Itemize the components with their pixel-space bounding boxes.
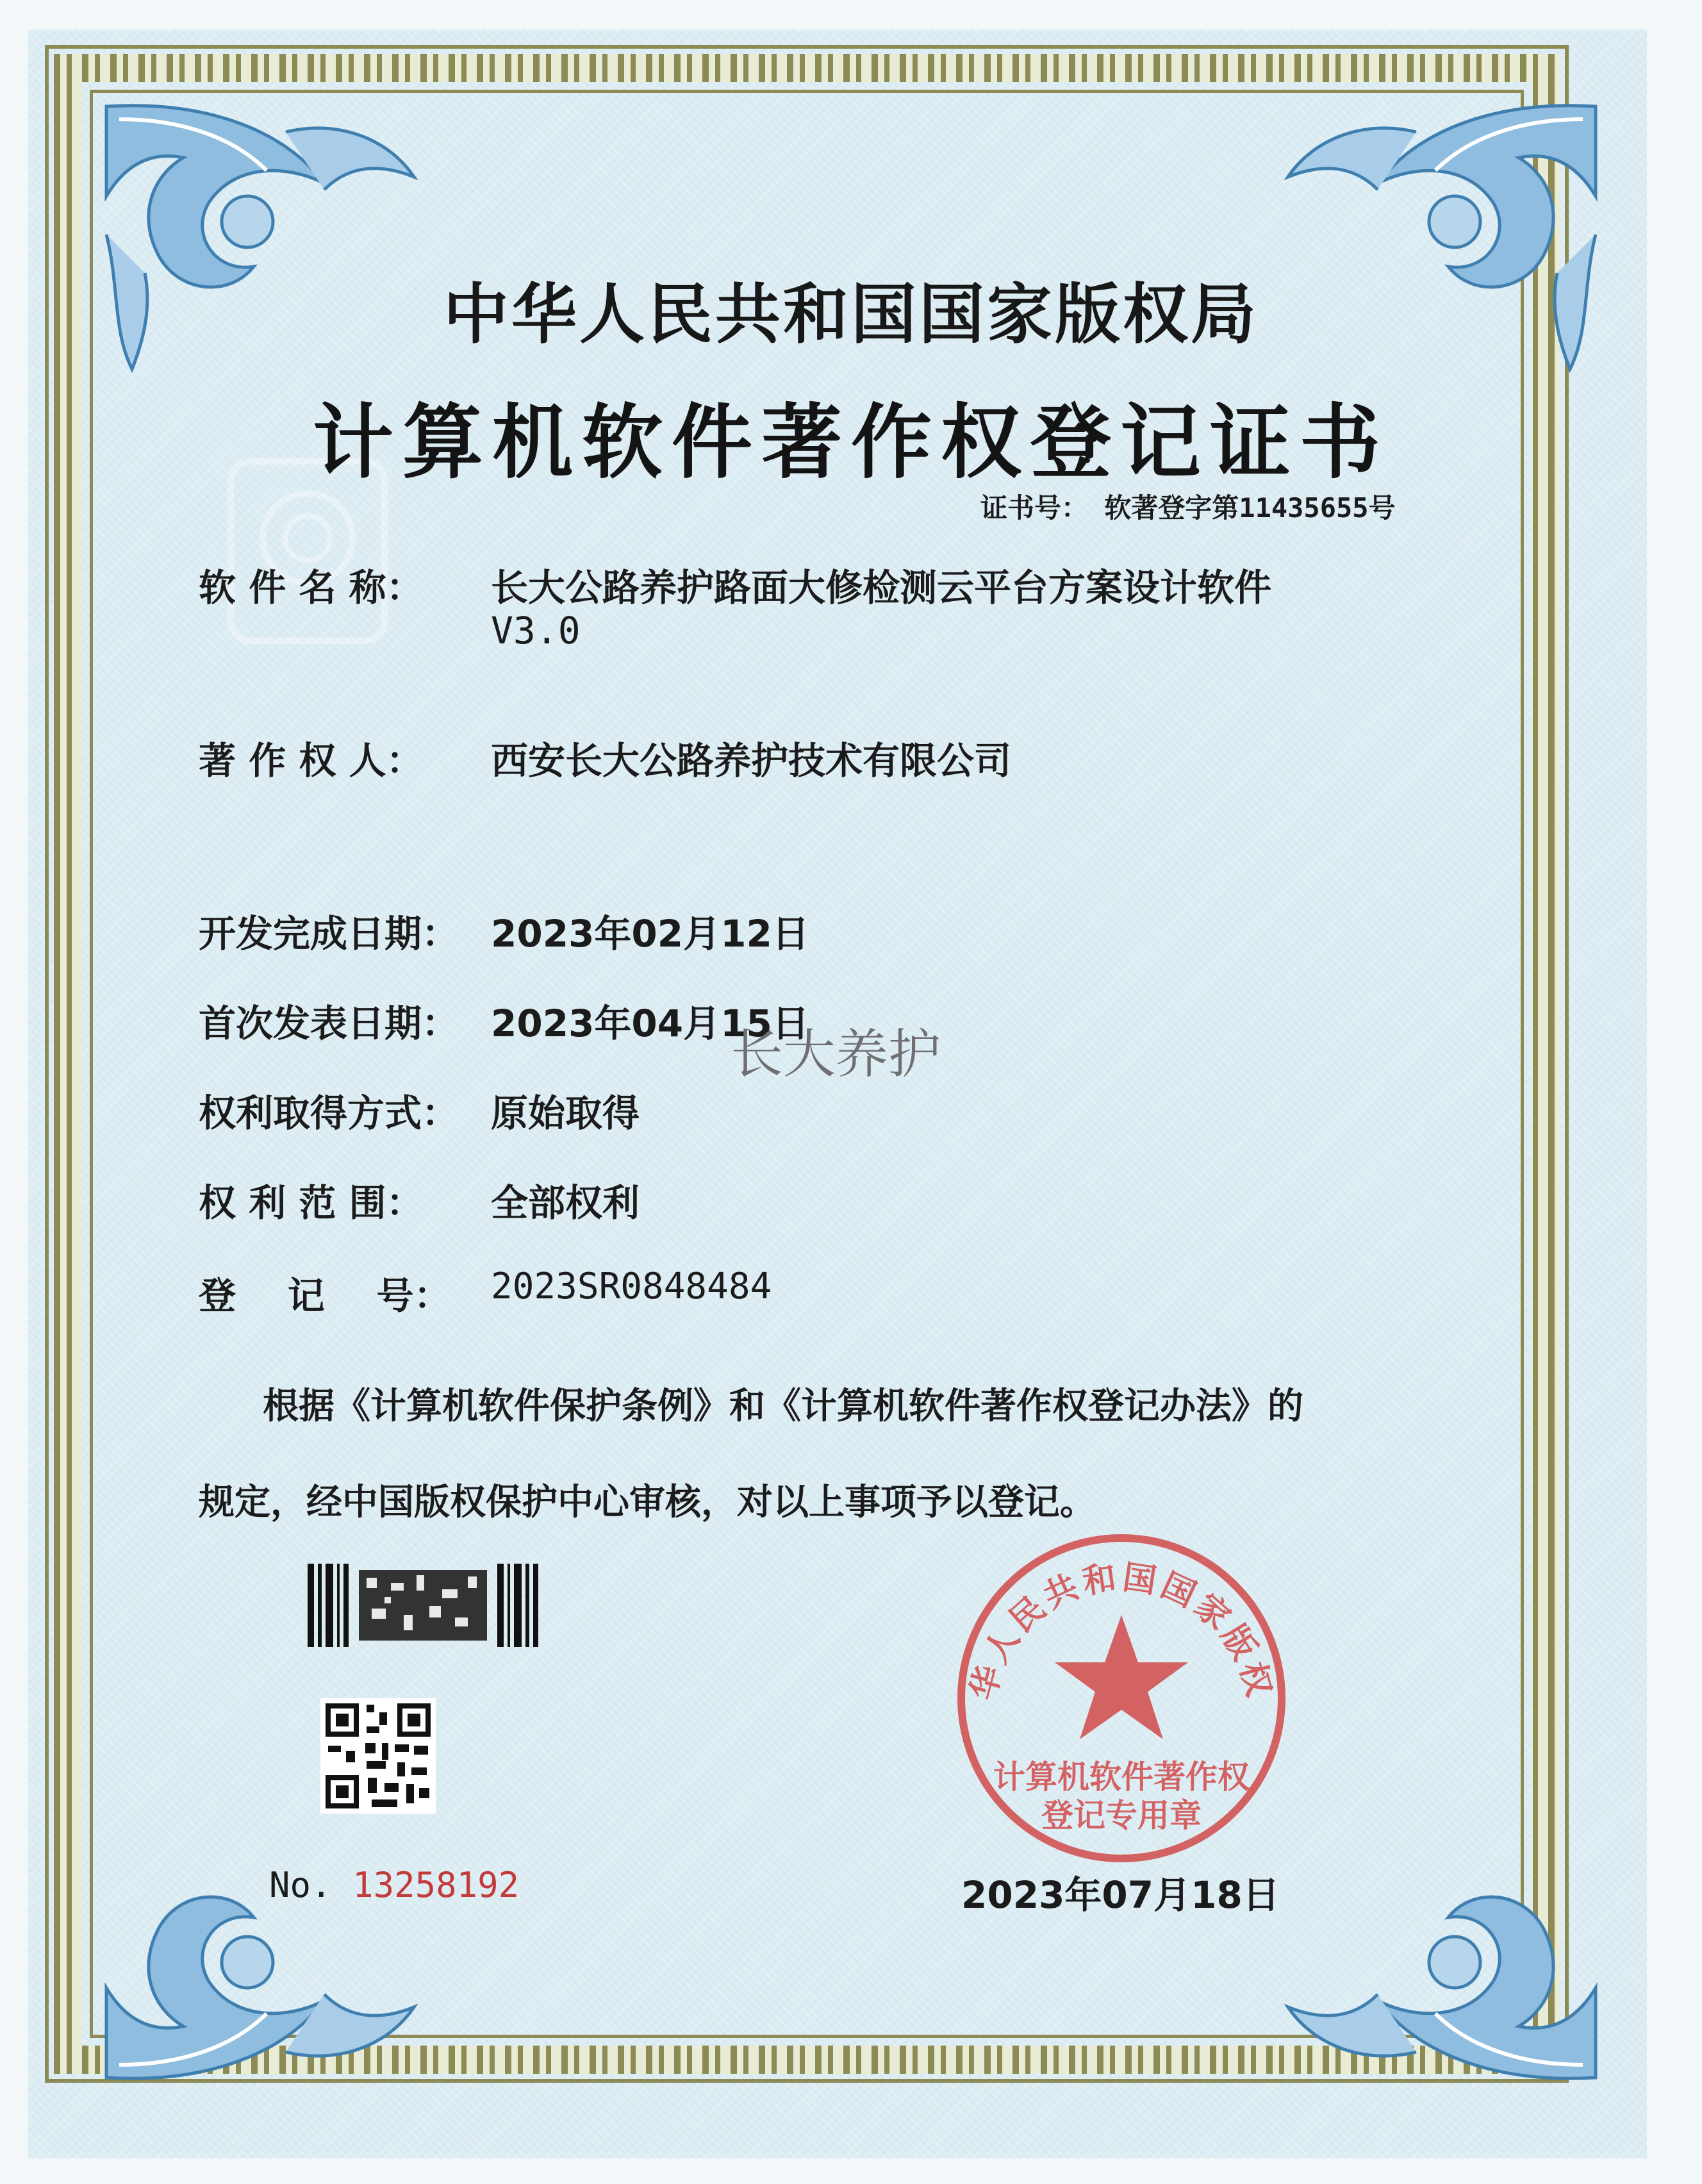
rights-method-value: 原始取得 <box>491 1091 640 1135</box>
rights-method-label: 权利取得方式： <box>199 1091 459 1135</box>
rights-scope-value: 全部权利 <box>491 1181 640 1225</box>
svg-text:计算机软件著作权: 计算机软件著作权 <box>993 1758 1250 1796</box>
statement-line-1: 根据《计算机软件保护条例》和《计算机软件著作权登记办法》的 <box>263 1386 1303 1427</box>
issuing-authority: 中华人民共和国国家版权局 <box>443 277 1259 353</box>
serial-prefix: No. <box>269 1865 332 1905</box>
software-name-label: 软 件 名 称： <box>199 566 424 609</box>
corner-ornament-bottom-right <box>1275 1808 1608 2090</box>
owner-value: 西安长大公路养护技术有限公司 <box>491 739 1012 782</box>
rights-scope-label: 权 利 范 围： <box>199 1181 424 1225</box>
registration-number-label: 登 记 号： <box>199 1274 451 1318</box>
registration-number-value: 2023SR0848484 <box>491 1266 772 1307</box>
certificate-number: 证书号： 软著登字第11435655号 <box>980 492 1396 524</box>
corner-ornament-bottom-left <box>94 1808 427 2090</box>
pub-date-label: 首次发表日期： <box>199 1002 459 1045</box>
software-name-value: 长大公路养护路面大修检测云平台方案设计软件 <box>491 566 1272 609</box>
svg-text:登记专用章: 登记专用章 <box>1041 1797 1202 1834</box>
statement-line-2: 规定，经中国版权保护中心审核，对以上事项予以登记。 <box>199 1482 1096 1523</box>
dev-date-value: 2023年02月12日 <box>491 912 809 956</box>
dev-date-label: 开发完成日期： <box>199 912 459 956</box>
certificate-title: 计算机软件著作权登记证书 <box>313 395 1389 490</box>
svg-text:中华人民共和国国家版权局: 华人民共和国国家版权 <box>964 1558 1279 1704</box>
pub-date-value: 2023年04月15日 <box>491 1002 809 1045</box>
overlay-company-text: 长大养护 <box>731 1024 941 1085</box>
issue-date: 2023年07月18日 <box>961 1873 1280 1917</box>
serial-number-value: 13258192 <box>352 1865 520 1905</box>
barcode-image <box>308 1564 538 1647</box>
qr-code-image <box>320 1698 436 1814</box>
serial-number <box>269 1865 519 1905</box>
software-version-value: V3.0 <box>491 609 581 652</box>
official-seal-stamp <box>948 1525 1294 1871</box>
owner-label: 著 作 权 人： <box>199 739 424 782</box>
